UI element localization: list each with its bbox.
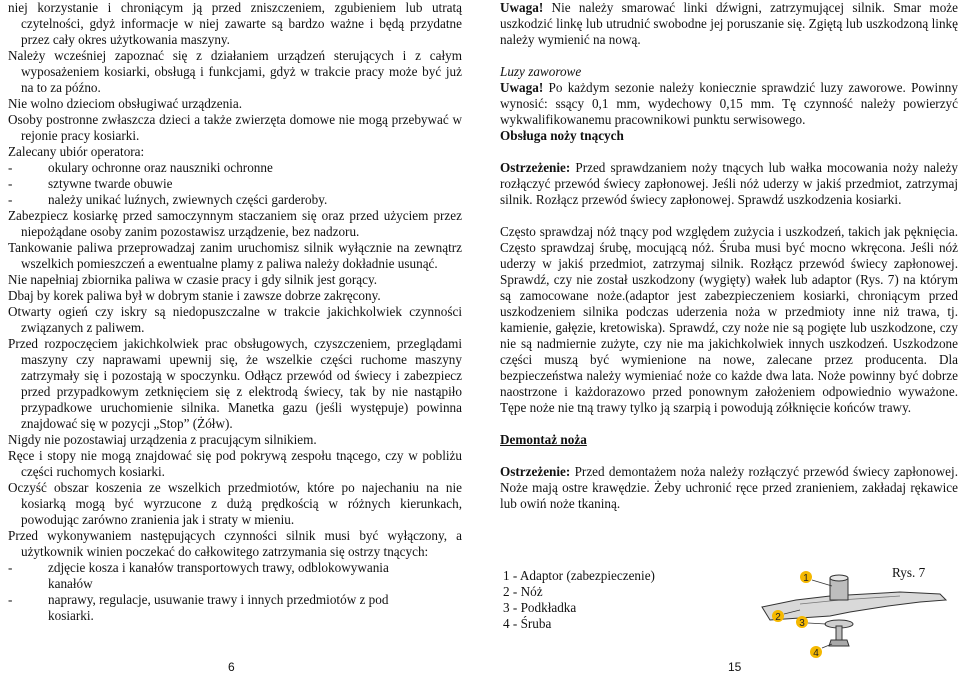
callout-number: 2 (775, 612, 781, 623)
hands-paragraph: Ręce i stopy nie mogą znajdować się pod pokrywą zespołu tnącego, czy w pobliżu części ruchomych kosiarki. (8, 448, 462, 479)
leader-line (812, 580, 832, 586)
warning-text: Nie należy smarować linki dźwigni, zatrzymującej silnik. Smar może uszkodzić linkę lub utrudnić swobodne jej poruszanie się. Zgiętą lub uszkodzoną linkę należy wymienić na nową. (500, 0, 958, 47)
before-item-line: kosiarki. (48, 608, 94, 623)
legend-item: 4 - Śruba (503, 616, 552, 631)
right-page-column (500, 0, 958, 512)
controls-paragraph: Należy wcześniej zapoznać się z działaniem urządzeń sterujących i z całym wyposażeniem kosiarki, obsługą i funkcjami, gdyż w trakcie pracy może być już na to za późno. (8, 48, 462, 95)
warning-text: Przed sprawdzaniem noży tnących lub wałka mocowania noży należy rozłączyć przewód świecy zapłonowej. Jeśli nóż uderzy w jakiś przedmiot, zatrzymaj silnik. Rozłącz przewód świecy zapłonowej. Sprawdź uszkodzenia kosiarki. (500, 160, 958, 207)
figure-7 (500, 560, 958, 670)
bolt-shaft (836, 626, 842, 640)
children-paragraph: Nie wolno dzieciom obsługiwać urządzenia. (8, 96, 242, 111)
callout-4 (810, 646, 822, 659)
clothing-heading: Zalecany ubiór operatora: (8, 144, 145, 159)
secure-paragraph: Zabezpiecz kosiarkę przed samoczynnym staczaniem się oraz przed użyciem przez niepożądane osoby zanim pozostawisz urządzenie, bez nadzoru. (8, 208, 462, 239)
valve-clearance-heading: Luzy zaworowe (500, 64, 582, 79)
lubrication-warning (500, 0, 958, 48)
figure-label: Rys. 7 (892, 565, 926, 580)
callout-number: 4 (813, 648, 819, 659)
page-number-right: 15 (728, 660, 742, 674)
clothing-item-text: należy unikać luźnych, zwiewnych części garderoby. (48, 192, 328, 207)
blade-shape (762, 592, 946, 620)
blade-removal-warning (500, 464, 958, 512)
callout-1 (800, 571, 812, 584)
warning-text: Po każdym sezonie należy koniecznie sprawdzić luzy zaworowe. Powinny wynosić: ssący 0,1 mm, wydechowy 0,15 mm. Tę czynność należy powierzyć wykwalifikowanemu pracownikowi punktu serwisowego. (500, 80, 958, 127)
blade-check-paragraph: Często sprawdzaj nóż tnący pod względem zużycia i uszkodzeń, takich jak pęknięcia. Często sprawdzaj śrubę, mocującą nóż. Śruba musi być mocno wkręcona. Jeśli nóż uderzy w jakiś przedmiot, zatrzymaj silnik. Rozłącz przewód świecy zapłonowej. Sprawdź, czy nie został uszkodzony (wygięty) wałek lub adaptor (Rys. 7) na którym są zamocowane noże.(adaptor jest zabezpieczeniem kosiarki, chroniącym przed uszkodzeniem silnika podczas uderzenia noża w przedmioty inne niż trawa, tj. kamienie, gałęzie, kretowiska). Sprawdź, czy noże nie są pogięte lub uszkodzone, czy nie są nadmiernie zużyte, czy nie ma jakichkolwiek innych uszkodzeń. Uszkodzone części muszą być wymienione na nowe, zalecane przez producenta. Dla bezpieczeństwa należy wymieniać noże co każde dwa lata. Noże powinny być dobrze naostrzone i każdorazowo przed ponownym założeniem odpowiednio wyważone. Tępe noże nie tną trawy tylko ją szarpią i powodują zółknięcie końców trawy. (500, 224, 958, 415)
maintenance-paragraph: Przed rozpoczęciem jakichkolwiek prac obsługowych, czyszczeniem, przeglądami maszyny czy naprawami upewnij się, że wszelkie części ruchome maszyny zatrzymały się i pozostają w spoczynku. Odłącz przewód od świecy i zabezpiecz przed przypadkowym zetknięciem się z elektrodą świecy, tak by nie nastąpiło przypadkowe uruchomienie silnika. Manetka gazu (jeśli występuje) powinna znajdować się w pozycji „Stop” (Żółw). (8, 336, 462, 431)
warning-label: Uwaga! (500, 0, 544, 15)
blade-check-warning (500, 160, 958, 208)
clothing-item: - okulary ochronne oraz nauszniki ochronne (8, 160, 462, 176)
bolt-head (829, 640, 849, 646)
clothing-item-text: sztywne twarde obuwie (48, 176, 173, 191)
before-paragraph: Przed wykonywaniem następujących czynności silnik musi być wyłączony, a użytkownik winien poczekać do całkowitego zatrzymania się ostrzy tnących: (8, 528, 462, 559)
blade-assembly-drawing (500, 560, 958, 670)
legend-item: 2 - Nóż (503, 584, 543, 599)
fuel-paragraph: Tankowanie paliwa przeprowadzaj zanim uruchomisz silnik wyłącznie na zewnątrz wszelkich pomieszczeń a ewentualne plamy z paliwa należy dokładnie usunąć. (8, 240, 462, 271)
leader-line (808, 623, 826, 624)
before-item-line: zdjęcie kosza i kanałów transportowych trawy, odblokowywania (48, 560, 389, 575)
before-item: - naprawy, regulacje, usuwanie trawy i innych przedmiotów z pod kosiarki. (8, 592, 389, 623)
warning-label: Uwaga! (500, 80, 544, 95)
clothing-item: - sztywne twarde obuwie (8, 176, 462, 192)
never-leave-paragraph: Nigdy nie pozostawiaj urządzenia z pracującym silnikiem. (8, 432, 317, 447)
valve-clearance-warning (500, 80, 958, 128)
legend-item: 3 - Podkładka (503, 600, 577, 615)
fire-paragraph: Otwarty ogień czy iskry są niedopuszczalne w trakcie jakichkolwiek czynności związanych z paliwem. (8, 304, 462, 335)
callout-3 (796, 616, 808, 629)
legend-item: 1 - Adaptor (zabezpieczenie) (503, 568, 655, 583)
callout-number: 3 (799, 618, 805, 629)
before-item-line: naprawy, regulacje, usuwanie trawy i innych przedmiotów z pod (48, 592, 389, 607)
clothing-item: - należy unikać luźnych, zwiewnych części garderoby. (8, 192, 462, 208)
adaptor-top (830, 575, 848, 581)
callout-2 (772, 610, 784, 623)
warning-text: Przed demontażem noża należy rozłączyć przewód świecy zapłonowej. Noże mają ostre krawędzie. Żeby uchronić ręce przed zranieniem, zakładaj rękawice lub owiń noże tkaniną. (500, 464, 958, 511)
blade-service-heading: Obsługa noży tnących (500, 128, 624, 143)
page-number-left: 6 (228, 660, 235, 674)
persons-paragraph: Osoby postronne zwłaszcza dzieci a także zwierzęta domowe nie mogą przebywać w rejonie pracy kosiarki. (8, 112, 462, 143)
fuel-cap-paragraph: Dbaj by korek paliwa był w dobrym stanie i zawsze dobrze zakręcony. (8, 288, 381, 303)
callout-number: 1 (803, 573, 809, 584)
intro-paragraph: niej korzystanie i chroniącym ją przed zniszczeniem, zgubieniem lub utratą czytelności, gdyż informacje w niej zawarte są bardzo ważne i będą przydatne przez cały okres użytkowania maszyny. (8, 0, 462, 47)
area-paragraph: Oczyść obszar koszenia ze wszelkich przedmiotów, które po najechaniu na nie kosiarką mogą być wyrzucone z dużą prędkością w różnych kierunkach, powodując zarówno zranienia jak i straty w mieniu. (8, 480, 462, 527)
before-item-line: kanałów (48, 576, 93, 591)
clothing-item-text: okulary ochronne oraz nauszniki ochronne (48, 160, 273, 175)
hot-engine-paragraph: Nie napełniaj zbiornika paliwa w czasie pracy i gdy silnik jest gorący. (8, 272, 377, 287)
blade-removal-heading: Demontaż noża (500, 432, 587, 447)
warning-label: Ostrzeżenie: (500, 160, 571, 175)
before-item: - zdjęcie kosza i kanałów transportowych trawy, odblokowywania kanałów (8, 560, 389, 591)
left-page-column (8, 0, 462, 624)
warning-label: Ostrzeżenie: (500, 464, 571, 479)
